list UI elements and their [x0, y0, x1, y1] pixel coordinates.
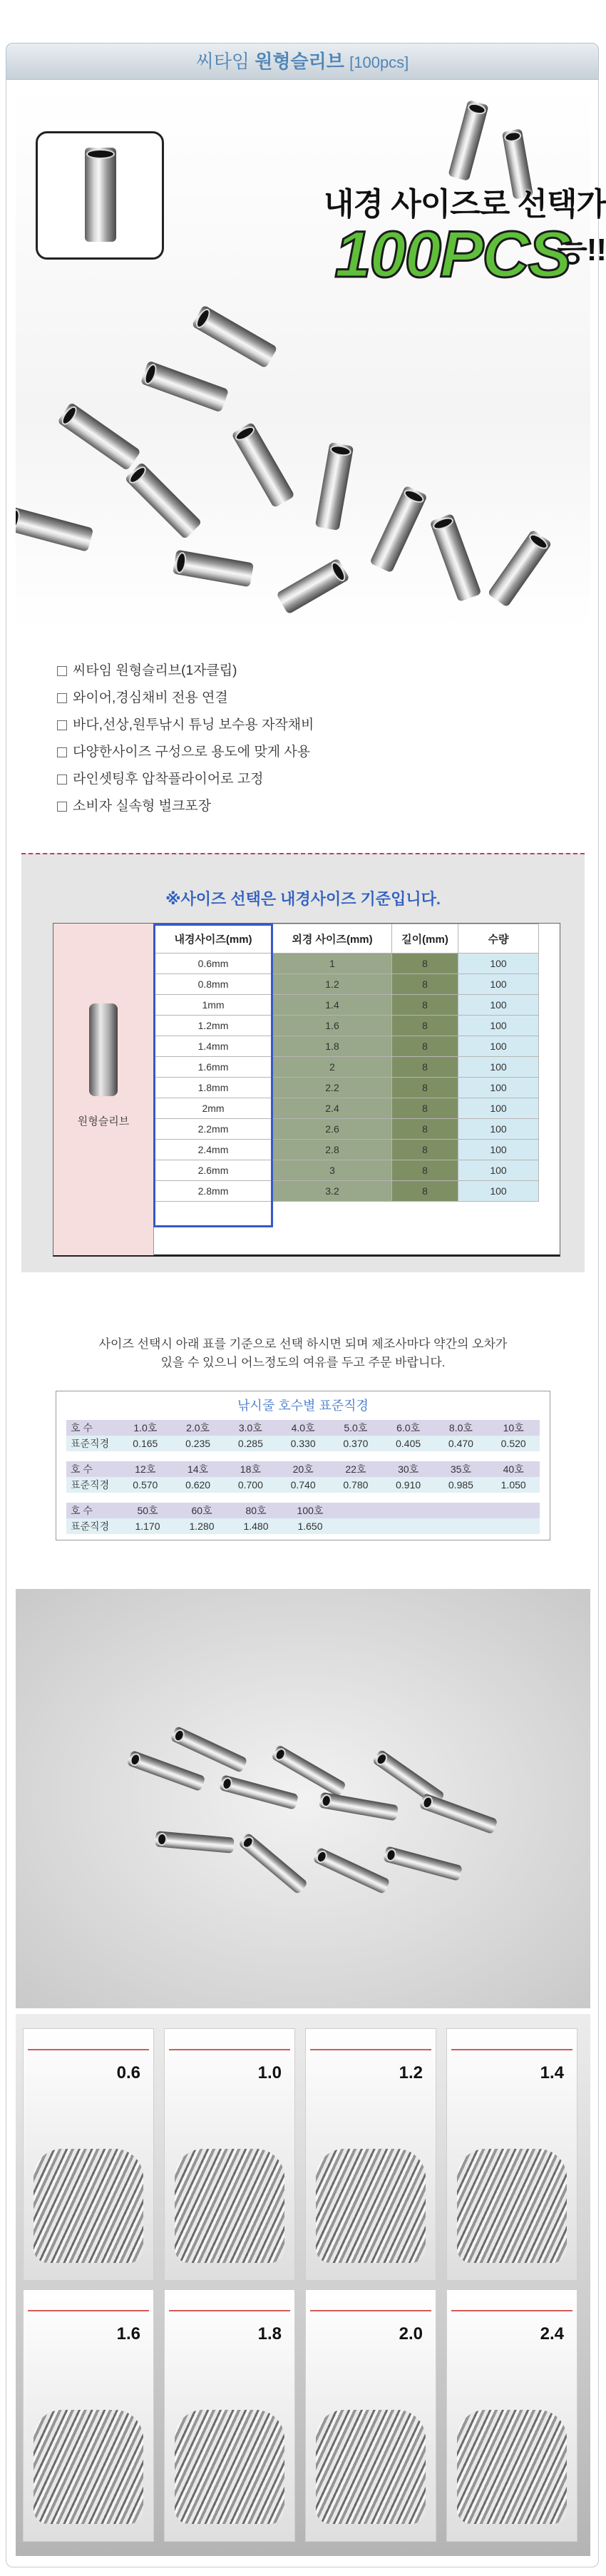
- cell: 8: [392, 974, 458, 995]
- sleeve-tube-image: [448, 100, 488, 181]
- size-bag: [23, 2289, 154, 2542]
- sleeve-tube-image: [271, 1744, 346, 1797]
- cell: 100: [458, 974, 539, 995]
- feature-item: 다양한사이즈 구성으로 용도에 맞게 사용: [57, 739, 314, 766]
- cell: 8: [392, 995, 458, 1016]
- table-row: [154, 1119, 539, 1140]
- sleeve-tube-image: [231, 422, 294, 508]
- notice-line: 사이즈 선택시 아래 표를 기준으로 선택 하시면 되며 제조사마다 약간의 오차가: [98, 1337, 508, 1351]
- sleeve-image: [89, 1003, 118, 1096]
- col-header: 외경 사이즈(mm): [273, 924, 392, 954]
- sleeve-tube-image: [369, 485, 428, 573]
- sleeve-tube-image: [419, 1793, 498, 1834]
- sleeve-tube-image: [155, 1831, 234, 1854]
- size-table: [53, 923, 560, 1257]
- col-header: 수량: [458, 924, 539, 954]
- cell: 1.2mm: [154, 1016, 273, 1036]
- table-row: [154, 1160, 539, 1181]
- cell: 8: [392, 1160, 458, 1181]
- col-header: 내경사이즈(mm): [154, 924, 273, 954]
- table-row: [154, 1181, 539, 1202]
- cell: 100: [458, 954, 539, 974]
- size-bag: [23, 2028, 154, 2281]
- table-row: [154, 974, 539, 995]
- feature-item: 씨타임 원형슬리브(1자클립): [57, 658, 314, 685]
- cell: 1.8: [273, 1036, 392, 1057]
- cell: 100: [458, 995, 539, 1016]
- sleeve-tube-image: [238, 1832, 308, 1895]
- bag-size-label: 1.0: [257, 2063, 282, 2082]
- cell: 100: [458, 1181, 539, 1202]
- sleeve-tube-image: [488, 529, 553, 608]
- sleeve-tube-image: [125, 462, 202, 540]
- size-bag: [446, 2289, 577, 2542]
- cell: 8: [392, 954, 458, 974]
- cell: 0.6mm: [154, 954, 273, 974]
- cell: 2.4mm: [154, 1140, 273, 1160]
- size-bag: [446, 2028, 577, 2281]
- checkbox-icon: [57, 720, 67, 730]
- hero-headline: 내경 사이즈로 선택가능!!: [324, 187, 606, 267]
- cell: 1mm: [154, 995, 273, 1016]
- size-bag: [164, 2289, 295, 2542]
- cell: 2.6: [273, 1119, 392, 1140]
- cell: 2.8: [273, 1140, 392, 1160]
- bag-size-label: 1.6: [116, 2324, 140, 2344]
- sleeve-tube-image: [140, 361, 229, 413]
- cell: 100: [458, 1119, 539, 1140]
- feature-item: 와이어,경심채비 전용 연결: [57, 685, 314, 712]
- table-row: [154, 954, 539, 974]
- sleeve-group-photo: [16, 1589, 590, 2008]
- col-header: 길이(mm): [392, 924, 458, 954]
- size-notice: ※사이즈 선택은 내경사이즈 기준입니다.: [165, 890, 441, 908]
- product-name: 원형슬리브: [255, 51, 344, 72]
- cell: 2.2mm: [154, 1119, 273, 1140]
- bag-size-label: 0.6: [116, 2063, 140, 2082]
- bag-size-label: 1.4: [540, 2063, 564, 2082]
- cell: 8: [392, 1140, 458, 1160]
- cell: 8: [392, 1078, 458, 1098]
- bag-size-label: 2.4: [540, 2324, 564, 2344]
- sleeve-tube-image: [219, 1774, 299, 1810]
- sleeve-tube-image: [276, 558, 350, 614]
- sleeve-tube-image: [170, 1726, 248, 1773]
- feature-list: [57, 658, 314, 820]
- cell: 100: [458, 1057, 539, 1078]
- sleeve-tube-image: [85, 148, 116, 242]
- size-bags-panel: [16, 2014, 590, 2556]
- sleeve-tube-image: [430, 513, 482, 602]
- diameter-row: 표준직경 0.165 0.235 0.285 0.330 0.370 0.405 0.470 0.520: [66, 1436, 540, 1451]
- cell: 3: [273, 1160, 392, 1181]
- table-row: [154, 995, 539, 1016]
- bag-size-label: 1.2: [399, 2063, 423, 2082]
- product-thumbnail: [36, 131, 164, 260]
- notice-line: 있을 수 있으니 어느정도의 여유를 두고 주문 바랍니다.: [160, 1356, 446, 1369]
- sleeve-tube-image: [383, 1846, 463, 1881]
- sleeve-tube-image: [319, 1792, 399, 1821]
- sleeve-tube-image: [192, 305, 278, 368]
- size-bag: [164, 2028, 295, 2281]
- size-table-item-cell: [53, 924, 154, 1255]
- cell: 2: [273, 1057, 392, 1078]
- diameter-row: 표준직경 1.170 1.280 1.480 1.650: [66, 1518, 540, 1534]
- cell: 0.8mm: [154, 974, 273, 995]
- checkbox-icon: [57, 747, 67, 757]
- bag-size-label: 1.8: [257, 2324, 282, 2344]
- cell: 100: [458, 1098, 539, 1119]
- sleeve-tube-image: [315, 442, 354, 531]
- item-label: 원형슬리브: [77, 1115, 130, 1128]
- feature-item: 소비자 실속형 벌크포장: [57, 793, 314, 820]
- size-row: 호 수 12호 14호 18호 20호 22호 30호 35호 40호: [66, 1461, 540, 1477]
- cell: 100: [458, 1140, 539, 1160]
- table-row: [154, 1016, 539, 1036]
- size-bag: [305, 2289, 436, 2542]
- cell: 8: [392, 1119, 458, 1140]
- size-grid: [153, 924, 539, 1202]
- cell: 1.6mm: [154, 1057, 273, 1078]
- checkbox-icon: [57, 693, 67, 703]
- product-title-bar: [6, 43, 599, 80]
- chart-title: 낚시줄 호수별 표준직경: [237, 1399, 369, 1413]
- cell: 2.8mm: [154, 1181, 273, 1202]
- sleeve-tube-image: [16, 506, 93, 552]
- size-row: 호 수 1.0호 2.0호 3.0호 4.0호 5.0호 6.0호 8.0호 10호: [66, 1420, 540, 1436]
- brand-name: 씨타임: [195, 51, 250, 72]
- sleeve-tube-image: [313, 1847, 391, 1894]
- table-row: [154, 1078, 539, 1098]
- cell: 8: [392, 1036, 458, 1057]
- cell: 2.2: [273, 1078, 392, 1098]
- cell: 1.8mm: [154, 1078, 273, 1098]
- size-bag: [305, 2028, 436, 2281]
- cell: 100: [458, 1160, 539, 1181]
- table-row: [154, 1140, 539, 1160]
- cell: 1: [273, 954, 392, 974]
- size-guidance-notice: [57, 1335, 549, 1372]
- sleeve-tube-image: [127, 1750, 206, 1792]
- checkbox-icon: [57, 775, 67, 784]
- cell: 100: [458, 1016, 539, 1036]
- cell: 8: [392, 1016, 458, 1036]
- cell: 2.6mm: [154, 1160, 273, 1181]
- diameter-row: 표준직경 0.570 0.620 0.700 0.740 0.780 0.910 0.985 1.050: [66, 1477, 540, 1493]
- table-row: [154, 1057, 539, 1078]
- checkbox-icon: [57, 802, 67, 812]
- size-table-header: [154, 924, 539, 954]
- sleeve-tube-image: [173, 550, 254, 588]
- cell: 2mm: [154, 1098, 273, 1119]
- cell: 1.6: [273, 1016, 392, 1036]
- size-section: [21, 853, 585, 1272]
- cell: 8: [392, 1098, 458, 1119]
- table-row: [154, 1098, 539, 1119]
- cell: 2.4: [273, 1098, 392, 1119]
- cell: 8: [392, 1057, 458, 1078]
- hero-pcs-text: 100PCS: [334, 218, 570, 291]
- feature-item: 바다,선상,원투낚시 튜닝 보수용 자작채비: [57, 712, 314, 739]
- feature-item: 라인셋팅후 압착플라이어로 고정: [57, 766, 314, 793]
- cell: 8: [392, 1181, 458, 1202]
- cell: 1.4: [273, 995, 392, 1016]
- cell: 1.2: [273, 974, 392, 995]
- table-row: [154, 1036, 539, 1057]
- sleeve-tube-image: [57, 402, 141, 471]
- cell: 100: [458, 1078, 539, 1098]
- cell: 3.2: [273, 1181, 392, 1202]
- product-count: [100pcs]: [349, 53, 409, 71]
- cell: 100: [458, 1036, 539, 1057]
- checkbox-icon: [57, 666, 67, 676]
- fishing-line-chart: [56, 1391, 550, 1540]
- bag-size-label: 2.0: [399, 2324, 423, 2344]
- size-row: 호 수 50호 60호 80호 100호: [66, 1503, 540, 1518]
- cell: 1.4mm: [154, 1036, 273, 1057]
